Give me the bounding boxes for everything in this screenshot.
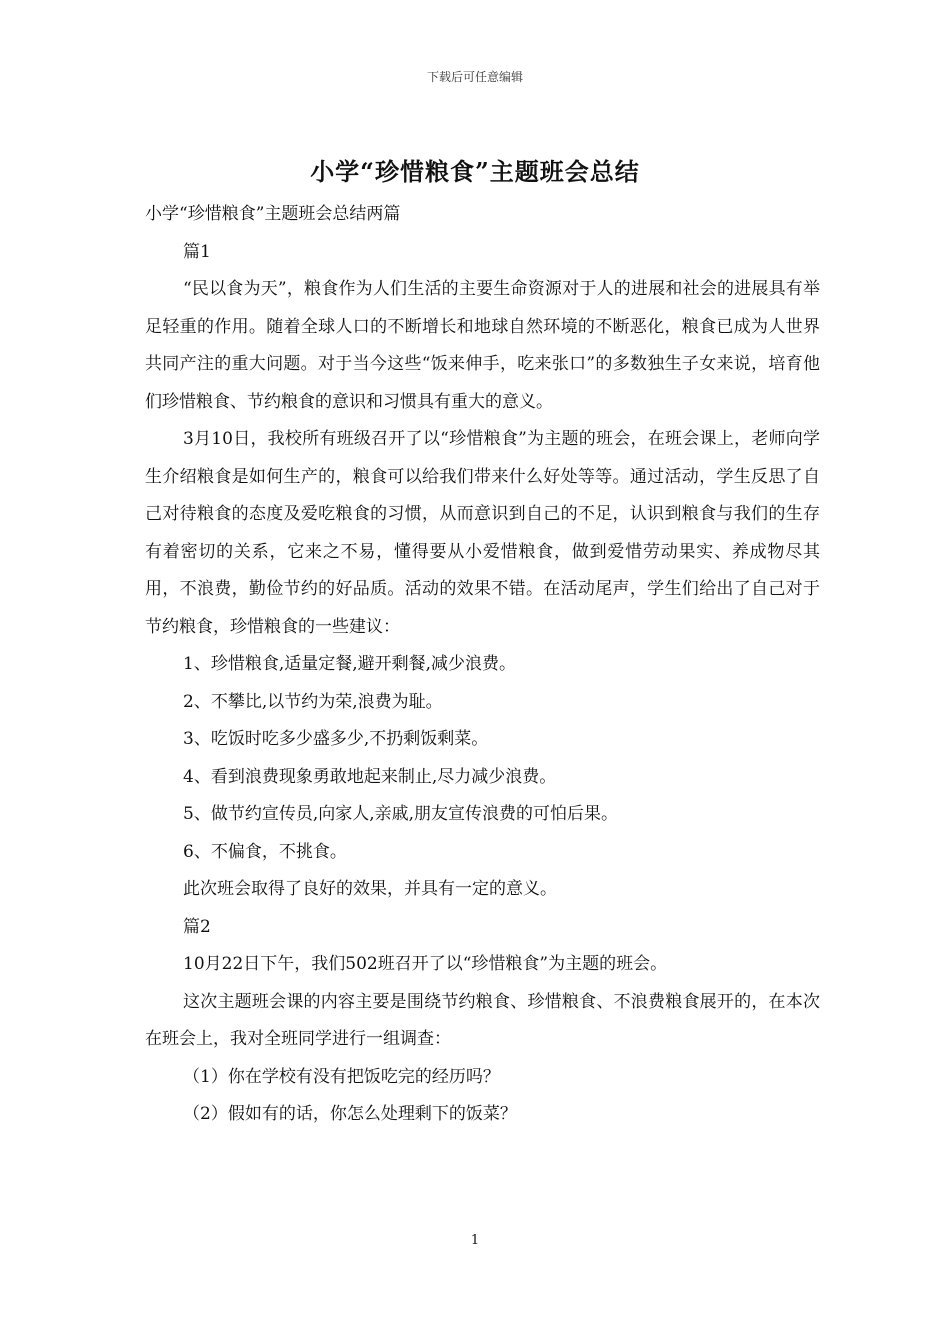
page-number: 1	[470, 1233, 480, 1248]
suggestion-item: 4、看到浪费现象勇敢地起来制止,尽力减少浪费。	[183, 766, 557, 787]
paragraph: 10月22日下午，我们502班召开了以“珍惜粮食”为主题的班会。	[183, 954, 668, 974]
document-body	[145, 196, 820, 1134]
suggestion-item: 5、做节约宣传员,向家人,亲戚,朋友宣传浪费的可怕后果。	[183, 804, 619, 824]
suggestion-item: 6、不偏食，不挑食。	[183, 841, 347, 862]
survey-question: （2）假如有的话，你怎么处理剩下的饭菜？	[183, 1104, 517, 1124]
page-title: 小学“珍惜粮食”主题班会总结	[310, 157, 640, 186]
suggestion-item: 1、珍惜粮食,适量定餐,避开剩餐,减少浪费。	[183, 654, 517, 674]
header-note: 下载后可任意编辑	[426, 70, 523, 84]
paragraph: 这次主题班会课的内容主要是围绕节约粮食、珍惜粮食、不浪费粮食展开的，在本次在班会上，我对全班同学进行一组调查：	[145, 991, 820, 1049]
subtitle-paragraph: 小学“珍惜粮食”主题班会总结两篇	[145, 204, 401, 224]
paragraph: 此次班会取得了良好的效果，并具有一定的意义。	[183, 879, 557, 899]
section-heading-2: 篇2	[183, 916, 211, 937]
survey-question: （1）你在学校有没有把饭吃完的经历吗？	[183, 1066, 500, 1087]
suggestion-item: 3、吃饭时吃多少盛多少,不扔剩饭剩菜。	[183, 729, 489, 749]
suggestion-item: 2、不攀比,以节约为荣,浪费为耻。	[183, 691, 443, 712]
section-heading-1: 篇1	[183, 241, 211, 262]
paragraph: “民以食为天”，粮食作为人们生活的主要生命资源对于人的进展和社会的进展具有举足轻重的作用。随着全球人口的不断增长和地球自然环境的不断恶化，粮食已成为人世界共同产注的重大问题。对于当今这些“饭来伸手，吃来张口”的多数独生子女来说，培育他们珍惜粮食、节约粮食的意识和习惯具有重大的意义。	[145, 279, 820, 412]
paragraph: 3月10日，我校所有班级召开了以“珍惜粮食”为主题的班会，在班会课上，老师向学生介绍粮食是如何生产的，粮食可以给我们带来什么好处等等。通过活动，学生反思了自己对待粮食的态度及爱吃粮食的习惯，从而意识到自己的不足，认识到粮食与我们的生存有着密切的关系，它来之不易，懂得要从小爱惜粮食，做到爱惜劳动果实、养成物尽其用，不浪费，勤俭节约的好品质。活动的效果不错。在活动尾声，学生们给出了自己对于节约粮食，珍惜粮食的一些建议：	[145, 429, 820, 637]
